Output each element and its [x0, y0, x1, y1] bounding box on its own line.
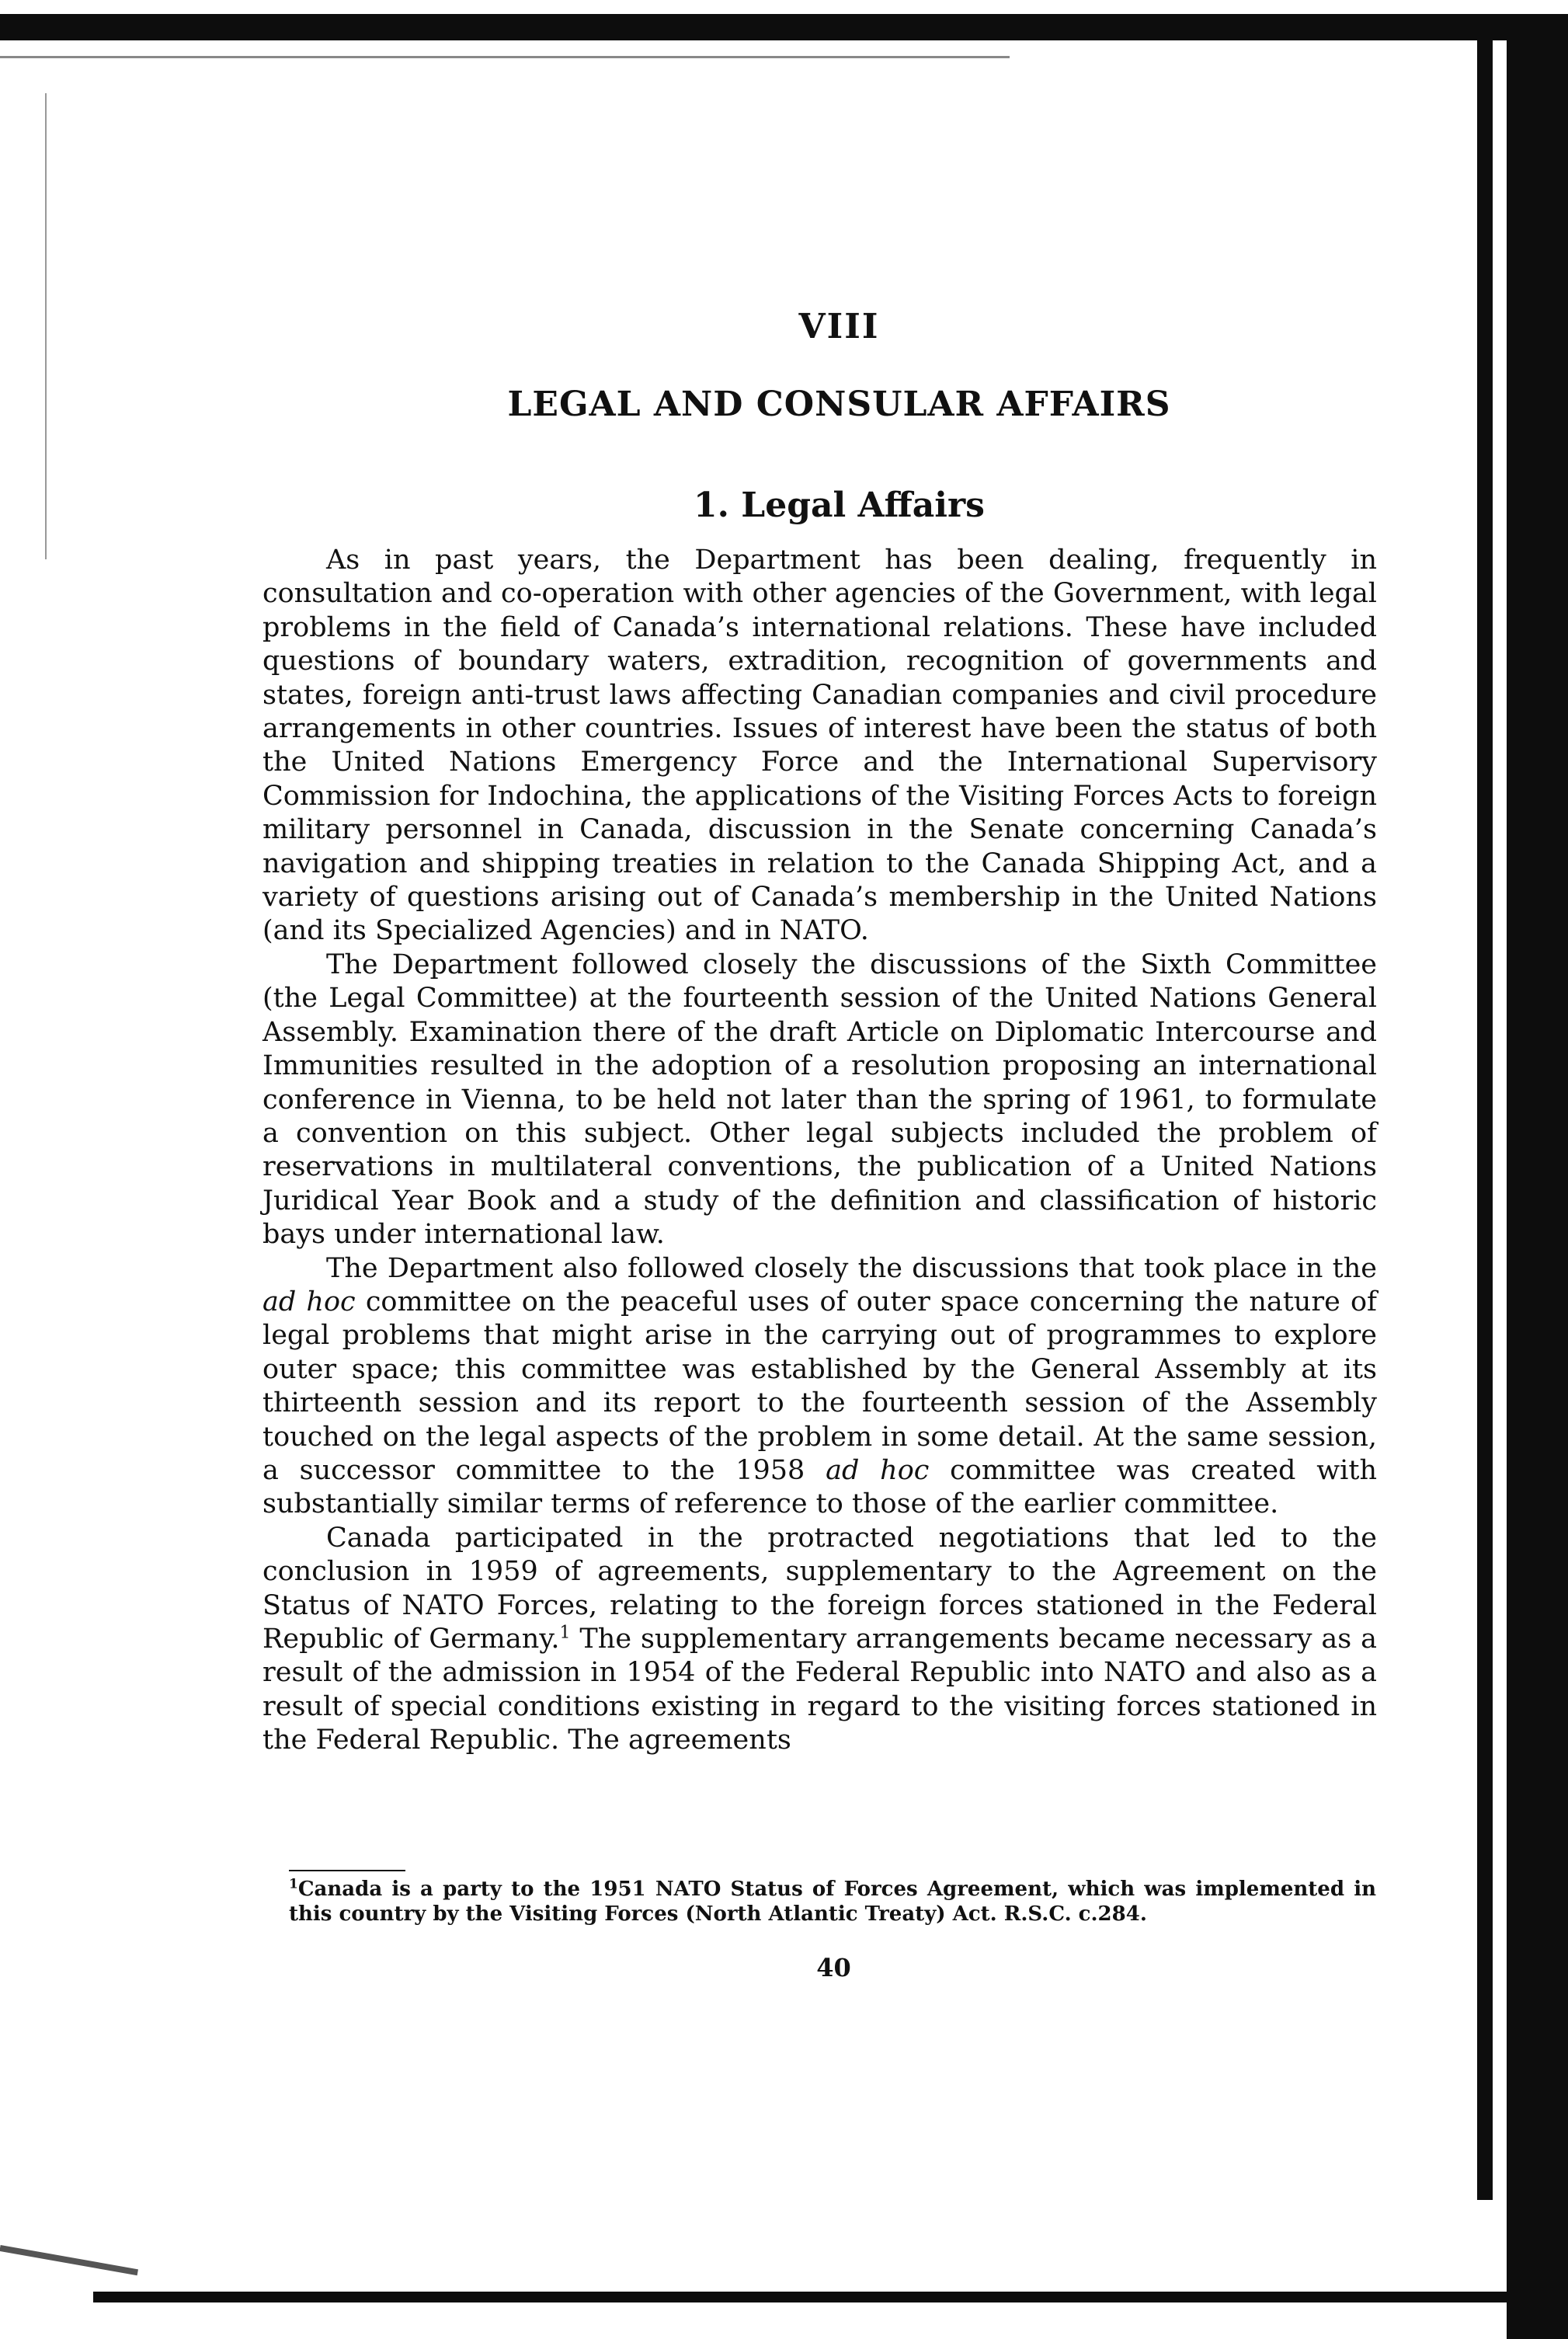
paragraph-text: As in past years, the Department has been dealing, frequently in consultation and co-operation with other agencies of the Government, with legal problems in the field of Canada’s international relations. These have included questions of boundary waters, extradition, recognition of governments and states, foreign anti-trust laws affecting Canadian companies and civil procedure arrangements in other countries. Issues of interest have been the status of both the United Nations Emergency Force and the International Supervisory Commission for Indochina, the applications of the Visiting Forces Acts to foreign military personnel in Canada, discussion in the Senate concerning Canada’s navigation and shipping treaties in relation to the Canada Shipping Act, and a variety of questions arising out of Canada’s membership in the United Nations (and its Specialized Agencies) and in NATO. [262, 545, 1377, 947]
paragraph [262, 544, 1377, 948]
paragraph-text: committee on the peaceful uses of outer space concerning the nature of legal problems that might arise in the carrying out of programmes to explore outer space; this committee was established by the General Assembly at its thirteenth session and its report to the fourteenth session of the Assembly touched on the legal aspects of the problem in some detail. At the same session, a successor committee to the 1958 [262, 1286, 1377, 1486]
footnote-text: Canada is a party to the 1951 NATO Status of Forces Agreement, which was implemented in this country by the Visiting Forces (North Atlantic Treaty) Act. R.S.C. c.284. [289, 1878, 1376, 1926]
scan-border-bottom [93, 2292, 1568, 2302]
scan-line-top [0, 56, 1010, 58]
paragraph-text: The Department also followed closely the discussions that took place in the [326, 1252, 1377, 1284]
paragraph-text: Canada participated in the protracted negotiations that led to the conclusion in 1959 of agreements, supplementary to the Agreement on the Status of NATO Forces, relating to the foreign forces stationed in the Federal Republic of Germany. [262, 1522, 1377, 1655]
paragraph-text: committee was created with substantially similar terms of reference to those of the earlier committee. [262, 1454, 1377, 1520]
section-title: 1. Legal Affairs [694, 486, 985, 525]
paragraph [262, 1522, 1377, 1758]
chapter-title: LEGAL AND CONSULAR AFFAIRS [507, 385, 1171, 424]
scan-edge-left [45, 93, 47, 559]
chapter-number: VIII [798, 307, 880, 346]
scan-border-right-inner [1477, 40, 1493, 2200]
scan-edge-bottom-left [0, 2245, 138, 2275]
footnote-reference: 1 [559, 1623, 571, 1643]
italic-term: ad hoc [826, 1454, 930, 1486]
italic-term: ad hoc [262, 1286, 356, 1317]
paragraph-text: The supplementary arrangements became necessary as a result of the admission in 1954 of the Federal Republic into NATO and also as a result of special conditions existing in regard to the visiting forces stationed in the Federal Republic. The agreements [262, 1624, 1377, 1756]
paragraph [262, 948, 1377, 1252]
scan-border-top [0, 14, 1568, 40]
body-text [262, 544, 1377, 1758]
paragraph-text: The Department followed closely the discussions of the Sixth Committee (the Legal Committee) at the fourteenth session of the United Nations General Assembly. Examination there of the draft Article on Diplomatic Intercourse and Immunities resulted in the adoption of a resolution proposing an international conference in Vienna, to be held not later than the spring of 1961, to formulate a convention on this subject. Other legal subjects included the problem of reservations in multilateral conventions, the publication of a United Nations Juridical Year Book and a study of the definition and classification of historic bays under international law. [262, 948, 1377, 1251]
page-number: 40 [816, 1953, 851, 1982]
footnote-marker: 1 [289, 1876, 298, 1892]
paragraph [262, 1252, 1377, 1522]
footnote [289, 1866, 1376, 1927]
